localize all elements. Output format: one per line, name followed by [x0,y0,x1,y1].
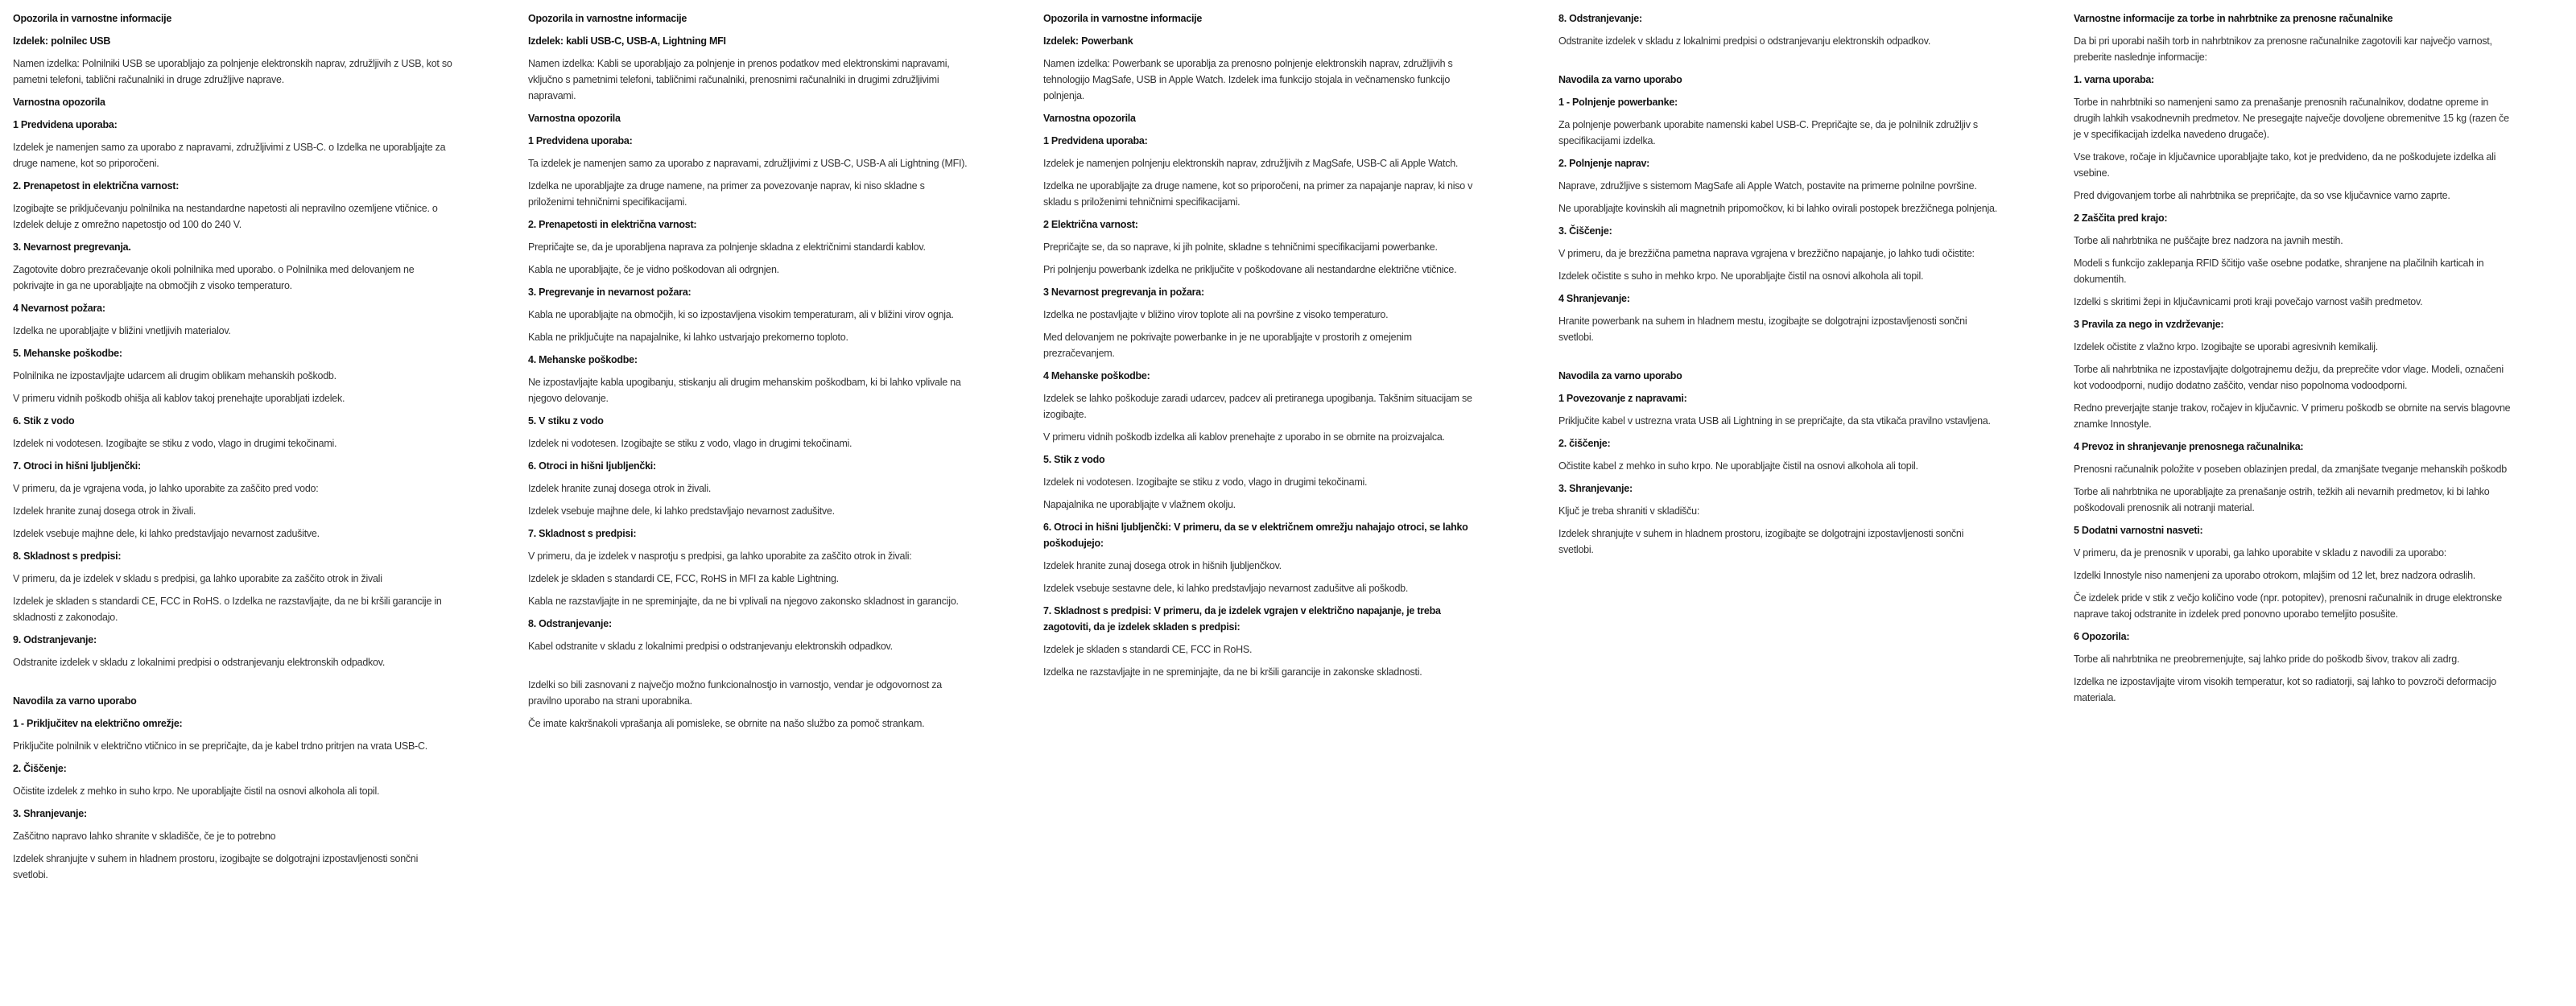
paragraph: Polnilnika ne izpostavljajte udarcem ali drugim oblikam mehanskih poškodb. [13,370,336,381]
paragraph: Torbe ali nahrbtnika ne uporabljajte za prenašanje ostrih, težkih ali nevarnih predmetov, ki bi lahko poškodovali prenosnik ali notranji material. [2074,486,2490,513]
paragraph: Izdelek ni vodotesen. Izogibajte se stiku z vodo, vlago in drugimi tekočinami. [528,438,852,449]
paragraph: Naprave, združljive s sistemom MagSafe ali Apple Watch, postavite na primerne polnilne površine. [1558,180,1977,192]
paragraph: V primeru, da je vgrajena voda, jo lahko uporabite za zaščito pred vodo: [13,483,319,494]
paragraph: Torbe ali nahrbtnika ne izpostavljajte dolgotrajnemu dežju, da preprečite vdor vlage. Modeli, označeni kot vodoodporni, nudijo dodatno zaščito, vendar niso popolnoma vodoodporni. [2074,364,2504,391]
paragraph: Vse trakove, ročaje in ključavnice uporabljajte tako, kot je predvideno, da ne poškodujete izdelka ali vsebine. [2074,151,2496,179]
paragraph: Izdelek je skladen s standardi CE, FCC in RoHS. o Izdelka ne razstavljajte, da ne bi kršili garancije in skladnosti z zakonodajo. [13,596,442,623]
section-heading: Navodila za varno uporabo [1558,370,1682,381]
section-heading: Varnostna opozorila [13,97,105,108]
paragraph: Izdelki s skritimi žepi in ključavnicami proti kraji povečajo varnost vaših predmetov. [2074,296,2423,307]
section-heading: 8. Odstranjevanje: [1558,13,1642,24]
paragraph: Prepričajte se, da je uporabljena naprava za polnjenje skladna z električnimi standardi kablov. [528,241,926,253]
paragraph: Namen izdelka: Powerbank se uporablja za prenosno polnjenje elektronskih naprav, združljivih s tehnologijo MagSafe, USB in Apple Watch. Izdelek ima funkcijo stojala in večnamensko funkcijo polnjenja. [1043,58,1453,101]
paragraph: Izdelka ne uporabljajte za druge namene, kot so priporočeni, na primer za napajanje naprav, ki niso v skladu s priloženimi tehničnimi specifikacijami. [1043,180,1473,208]
section-heading: Varnostne informacije za torbe in nahrbtnike za prenosne računalnike [2074,13,2393,24]
paragraph: Izogibajte se priključevanju polnilnika na nestandardne napetosti ali nepravilno ozemljene vtičnice. o Izdelek deluje z omrežno napetostjo od 100 do 240 V. [13,203,438,230]
paragraph: Izdelka ne postavljajte v bližino virov toplote ali na površine z visoko temperaturo. [1043,309,1389,320]
section-heading: 5. V stiku z vodo [528,415,604,427]
paragraph: Prenosni računalnik položite v poseben oblazinjen predal, da zmanjšate tveganje mehanskih poškodb [2074,464,2507,475]
paragraph: Modeli s funkcijo zaklepanja RFID ščitijo vaše osebne podatke, shranjene na plačilnih karticah in dokumentih. [2074,258,2484,285]
paragraph: Izdelka ne uporabljajte v bližini vnetljivih materialov. [13,325,231,336]
paragraph: Izdelek shranjujte v suhem in hladnem prostoru, izogibajte se dolgotrajni izpostavljenosti sončni svetlobi. [13,853,419,880]
section-heading: 1 - Polnjenje powerbanke: [1558,97,1678,108]
paragraph: Pri polnjenju powerbank izdelka ne priključite v poškodovane ali nestandardne električne vtičnice. [1043,264,1457,275]
paragraph: Odstranite izdelek v skladu z lokalnimi predpisi o odstranjevanju elektronskih odpadkov. [1558,35,1931,47]
paragraph: Odstranite izdelek v skladu z lokalnimi predpisi o odstranjevanju elektronskih odpadkov. [13,657,386,668]
section-heading: 1 Povezovanje z napravami: [1558,393,1687,404]
paragraph: V primeru, da je prenosnik v uporabi, ga lahko uporabite v skladu z navodili za uporabo: [2074,547,2447,559]
section-heading: 6. Otroci in hišni ljubljenčki: V primeru, da se v električnem omrežju nahajajo otroci, se lahko poškodujejo: [1043,522,1468,549]
paragraph: Ne izpostavljajte kabla upogibanju, stiskanju ali drugim mehanskim poškodbam, ki bi lahko vplivale na njegovo delovanje. [528,377,961,404]
paragraph: Redno preverjajte stanje trakov, ročajev in ključavnic. V primeru poškodb se obrnite na servis blagovne znamke Innostyle. [2074,402,2511,430]
paragraph: Izdelka ne uporabljajte za druge namene, na primer za povezovanje naprav, ki niso skladne s priloženimi tehničnimi specifikacijami. [528,180,925,208]
paragraph: Izdelek očistite z vlažno krpo. Izogibajte se uporabi agresivnih kemikalij. [2074,341,2378,353]
section-heading: 6. Stik z vodo [13,415,75,427]
column-laptop-bag-safety [2074,10,2515,712]
section-heading: 3 Nevarnost pregrevanja in požara: [1043,287,1204,298]
section-heading: 3. Čiščenje: [1558,225,1612,237]
paragraph: Če imate kakršnakoli vprašanja ali pomisleke, se obrnite na našo službo za pomoč strankam. [528,718,925,729]
section-heading: Opozorila in varnostne informacije [13,13,172,24]
paragraph: Kabel odstranite v skladu z lokalnimi predpisi o odstranjevanju elektronskih odpadkov. [528,641,893,652]
section-heading: 4 Shranjevanje: [1558,293,1630,304]
section-heading: 3. Nevarnost pregrevanja. [13,241,131,253]
section-heading: 3. Shranjevanje: [1558,483,1633,494]
section-heading: 2. Čiščenje: [13,763,67,774]
paragraph: Izdelek hranite zunaj dosega otrok in živali. [13,505,196,517]
section-heading: Izdelek: polnilec USB [13,35,111,47]
column-cables-warnings [528,10,969,738]
paragraph: V primeru vidnih poškodb izdelka ali kablov prenehajte z uporabo in se obrnite na proizvajalca. [1043,431,1445,443]
column-powerbank-usage-instructions [1558,10,2000,564]
column-usb-charger-warnings [13,10,454,889]
paragraph: Ne uporabljajte kovinskih ali magnetnih pripomočkov, ki bi lahko ovirali postopek brezžičnega polnjenja. [1558,203,1997,214]
paragraph: Za polnjenje powerbank uporabite namenski kabel USB-C. Prepričajte se, da je polnilnik združljiv s specifikacijami izdelka. [1558,119,1978,146]
paragraph: Izdelka ne razstavljajte in ne spreminjajte, da ne bi kršili garancije in zakonske skladnosti. [1043,666,1422,678]
paragraph: Izdelki Innostyle niso namenjeni za uporabo otrokom, mlajšim od 12 let, brez nadzora odraslih. [2074,570,2475,581]
paragraph: Pred dvigovanjem torbe ali nahrbtnika se prepričajte, da so vse ključavnice varno zaprte. [2074,190,2450,201]
paragraph: Izdelka ne izpostavljajte virom visokih temperatur, kot so radiatorji, saj lahko to povzroči deformacijo materiala. [2074,676,2496,703]
section-heading: 2 Zaščita pred krajo: [2074,212,2168,224]
section-heading: 2 Električna varnost: [1043,219,1138,230]
paragraph: Namen izdelka: Polnilniki USB se uporabljajo za polnjenje elektronskih naprav, združljivih z USB, kot so pametni telefoni, tablični računalniki in druge združljive naprave. [13,58,452,85]
section-heading: 7. Skladnost s predpisi: [528,528,637,539]
paragraph: Izdelek shranjujte v suhem in hladnem prostoru, izogibajte se dolgotrajni izpostavljenosti sončni svetlobi. [1558,528,1964,555]
section-heading: 1 Predvidena uporaba: [13,119,118,130]
paragraph: V primeru vidnih poškodb ohišja ali kablov takoj prenehajte uporabljati izdelek. [13,393,345,404]
paragraph: Torbe ali nahrbtnika ne puščajte brez nadzora na javnih mestih. [2074,235,2343,246]
paragraph: Zaščitno napravo lahko shranite v skladišče, če je to potrebno [13,831,276,842]
paragraph: Izdelek ni vodotesen. Izogibajte se stiku z vodo, vlago in drugimi tekočinami. [1043,476,1368,488]
paragraph: Kabla ne priključujte na napajalnike, ki lahko ustvarjajo prekomerno toploto. [528,332,848,343]
section-heading: Izdelek: kabli USB-C, USB-A, Lightning MFI [528,35,726,47]
section-heading: 4. Mehanske poškodbe: [528,354,638,365]
section-heading: Navodila za varno uporabo [1558,74,1682,85]
paragraph: Kabla ne uporabljajte na območjih, ki so izpostavljena visokim temperaturam, ali v bližini virov ognja. [528,309,954,320]
paragraph: Izdelek hranite zunaj dosega otrok in živali. [528,483,712,494]
section-heading: Varnostna opozorila [528,113,621,124]
paragraph: Izdelek je skladen s standardi CE, FCC in RoHS. [1043,644,1253,655]
paragraph: Izdelek hranite zunaj dosega otrok in hišnih ljubljenčkov. [1043,560,1282,571]
paragraph: Priključite polnilnik v električno vtičnico in se prepričajte, da je kabel trdno pritrjen na vrata USB-C. [13,740,427,752]
paragraph: Priključite kabel v ustrezna vrata USB ali Lightning in se prepričajte, da sta vtikača pravilno vstavljena. [1558,415,1991,427]
paragraph: Izdelek je namenjen samo za uporabo z napravami, združljivimi z USB-C. o Izdelka ne uporabljajte za druge namene, kot so priporočeni. [13,142,446,169]
section-heading: 3. Shranjevanje: [13,808,87,819]
section-heading: 9. Odstranjevanje: [13,634,97,645]
section-heading: 5. Mehanske poškodbe: [13,348,122,359]
section-heading: 1 Predvidena uporaba: [1043,135,1148,146]
section-heading: Navodila za varno uporabo [13,695,137,707]
paragraph: Očistite izdelek z mehko in suho krpo. Ne uporabljajte čistil na osnovi alkohola ali topil. [13,785,380,797]
paragraph: Očistite kabel z mehko in suho krpo. Ne uporabljajte čistil na osnovi alkohola ali topil. [1558,460,1918,472]
paragraph: Izdelek se lahko poškoduje zaradi udarcev, padcev ali pretiranega upogibanja. Takšnim situacijam se izogibajte. [1043,393,1472,420]
paragraph: V primeru, da je izdelek v nasprotju s predpisi, ga lahko uporabite za zaščito otrok in živali: [528,550,912,562]
paragraph: V primeru, da je izdelek v skladu s predpisi, ga lahko uporabite za zaščito otrok in živali [13,573,382,584]
paragraph: Kabla ne uporabljajte, če je vidno poškodovan ali odrgnjen. [528,264,779,275]
paragraph: Izdelek ni vodotesen. Izogibajte se stiku z vodo, vlago in drugimi tekočinami. [13,438,337,449]
section-heading: 1 Predvidena uporaba: [528,135,633,146]
paragraph: Izdelki so bili zasnovani z največjo možno funkcionalnostjo in varnostjo, vendar je odgovornost za pravilno uporabo na strani uporabnika. [528,679,942,707]
paragraph: Torbe in nahrbtniki so namenjeni samo za prenašanje prenosnih računalnikov, dodatne opreme in drugih lahkih vsakodnevnih predmetov. Ne presegajte največje dovoljene obremenitve 15 kg (razen če je v specifikacijah izdelka navedeno drugače). [2074,97,2509,140]
section-heading: 4 Mehanske poškodbe: [1043,370,1150,381]
paragraph: Namen izdelka: Kabli se uporabljajo za polnjenje in prenos podatkov med elektronskimi napravami, vključno s pametnimi telefoni, tabličnimi računalniki, prenosnimi računalniki in drugimi združljivimi napravami. [528,58,950,101]
paragraph: Izdelek je namenjen polnjenju elektronskih naprav, združljivih z MagSafe, USB-C ali Apple Watch. [1043,158,1459,169]
paragraph: V primeru, da je brezžična pametna naprava vgrajena v brezžično napajanje, jo lahko tudi očistite: [1558,248,1975,259]
section-heading: 8. Odstranjevanje: [528,618,612,629]
paragraph: Če izdelek pride v stik z večjo količino vode (npr. potopitev), prenosni računalnik in druge elektronske naprave takoj odstranite in izdelek pred ponovno uporabo temeljito posušite. [2074,592,2502,620]
section-heading: 6 Opozorila: [2074,631,2130,642]
paragraph: Torbe ali nahrbtnika ne preobremenjujte, saj lahko pride do poškodb šivov, trakov ali zadrg. [2074,653,2460,665]
section-heading: 5. Stik z vodo [1043,454,1105,465]
paragraph: Prepričajte se, da so naprave, ki jih polnite, skladne s tehničnimi specifikacijami powerbanke. [1043,241,1438,253]
section-heading: Opozorila in varnostne informacije [1043,13,1203,24]
section-heading: 3 Pravila za nego in vzdrževanje: [2074,319,2224,330]
section-heading: Opozorila in varnostne informacije [528,13,687,24]
section-heading: 5 Dodatni varnostni nasveti: [2074,525,2203,536]
section-heading: 1 - Priključitev na električno omrežje: [13,718,183,729]
section-heading: 2. Polnjenje naprav: [1558,158,1650,169]
paragraph: Napajalnika ne uporabljajte v vlažnem okolju. [1043,499,1236,510]
section-heading: 6. Otroci in hišni ljubljenčki: [528,460,656,472]
section-heading: 4 Prevoz in shranjevanje prenosnega računalnika: [2074,441,2304,452]
paragraph: Da bi pri uporabi naših torb in nahrbtnikov za prenosne računalnike zagotovili kar največjo varnost, preberite naslednje informacije: [2074,35,2492,63]
section-heading: Varnostna opozorila [1043,113,1136,124]
paragraph: Ključ je treba shraniti v skladišču: [1558,505,1700,517]
paragraph: Izdelek vsebuje majhne dele, ki lahko predstavljajo nevarnost zadušitve. [13,528,320,539]
paragraph: Kabla ne razstavljajte in ne spreminjajte, da ne bi vplivali na njegovo zakonsko skladnost in garancijo. [528,596,959,607]
paragraph: Izdelek vsebuje sestavne dele, ki lahko predstavljajo nevarnost zadušitve ali poškodb. [1043,583,1409,594]
section-heading: 1. varna uporaba: [2074,74,2154,85]
paragraph: Ta izdelek je namenjen samo za uporabo z napravami, združljivimi z USB-C, USB-A ali Lightning (MFI). [528,158,968,169]
column-powerbank-warnings [1043,10,1484,686]
section-heading: 4 Nevarnost požara: [13,303,105,314]
paragraph: Hranite powerbank na suhem in hladnem mestu, izogibajte se dolgotrajni izpostavljenosti sončni svetlobi. [1558,315,1967,343]
section-heading: 7. Skladnost s predpisi: V primeru, da je izdelek vgrajen v električno napajanje, je treba zagotoviti, da je izdelek skladen s predpisi: [1043,605,1441,633]
paragraph: Izdelek je skladen s standardi CE, FCC, RoHS in MFI za kable Lightning. [528,573,839,584]
paragraph: Med delovanjem ne pokrivajte powerbanke in je ne uporabljajte v prostorih z omejenim prezračevanjem. [1043,332,1412,359]
section-heading: 2. Prenapetost in električna varnost: [13,180,180,192]
section-heading: 3. Pregrevanje in nevarnost požara: [528,287,691,298]
section-heading: 2. Prenapetosti in električna varnost: [528,219,697,230]
section-heading: 8. Skladnost s predpisi: [13,550,122,562]
section-heading: 7. Otroci in hišni ljubljenčki: [13,460,141,472]
paragraph: Izdelek vsebuje majhne dele, ki lahko predstavljajo nevarnost zadušitve. [528,505,835,517]
paragraph: Izdelek očistite s suho in mehko krpo. Ne uporabljajte čistil na osnovi alkohola ali topil. [1558,270,1924,282]
section-heading: Izdelek: Powerbank [1043,35,1133,47]
section-heading: 2. čiščenje: [1558,438,1611,449]
paragraph: Zagotovite dobro prezračevanje okoli polnilnika med uporabo. o Polnilnika med delovanjem ne pokrivajte in ga ne uporabljajte na območjih z visoko temperaturo. [13,264,415,291]
